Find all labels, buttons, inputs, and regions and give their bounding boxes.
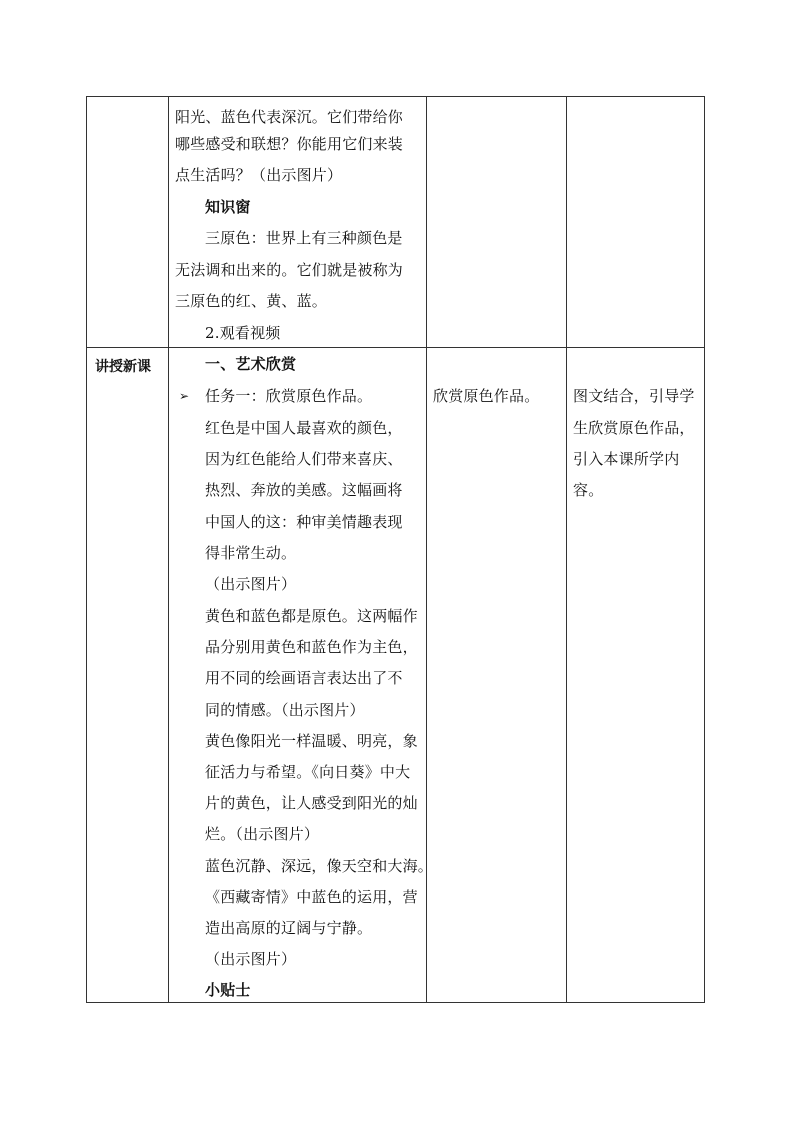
stage-label: 讲授新课 xyxy=(95,359,151,375)
paragraph-line: 造出高原的辽阔与宁静。 xyxy=(205,919,373,937)
paragraph-line: 阳光、蓝色代表深沉。它们带给你 xyxy=(175,108,404,126)
paragraph-line: 黄色像阳光一样温暖、明亮，象 xyxy=(205,732,418,750)
intent-line: 图文结合，引导学 xyxy=(573,387,695,405)
tips-title: 小贴士 xyxy=(205,981,251,999)
paragraph-line: 得非常生动。 xyxy=(205,544,297,562)
task-title: 任务一：欣赏原色作品。 xyxy=(205,387,373,405)
section-title: 一、艺术欣赏 xyxy=(205,355,297,373)
intent-line: 引入本课所学内 xyxy=(573,450,680,468)
table-row xyxy=(87,348,705,1003)
design-intent-cell-empty xyxy=(567,97,705,348)
paragraph-line: 三原色：世界上有三种颜色是 xyxy=(205,229,403,247)
paragraph-line: 片的黄色，让人感受到阳光的灿 xyxy=(205,794,418,812)
paragraph-line: （出示图片） xyxy=(205,575,297,593)
paragraph-line: 哪些感受和联想？你能用它们来装 xyxy=(175,135,404,153)
intent-line: 生欣赏原色作品， xyxy=(573,419,695,437)
paragraph-line: 《西藏寄情》中蓝色的运用，营 xyxy=(205,888,418,906)
student-activity-cell xyxy=(427,348,567,1003)
paragraph-line: （出示图片） xyxy=(205,950,297,968)
paragraph-line: 品分别用黄色和蓝色作为主色， xyxy=(205,638,418,656)
paragraph-line: 蓝色沉静、深远，像天空和大海。 xyxy=(205,857,434,875)
design-intent-cell xyxy=(567,348,705,1003)
student-activity-text: 欣赏原色作品。 xyxy=(433,387,540,405)
paragraph-line: 中国人的这：种审美情趣表现 xyxy=(205,513,403,531)
paragraph-line: 黄色和蓝色都是原色。这两幅作 xyxy=(205,607,418,625)
paragraph-line: 热烈、奔放的美感。这幅画将 xyxy=(205,481,403,499)
stage-cell-empty xyxy=(87,97,169,348)
paragraph-line: 同的情感。（出示图片） xyxy=(205,701,365,719)
paragraph-line: 无法调和出来的。它们就是被称为 xyxy=(175,261,404,279)
student-activity-cell-empty xyxy=(427,97,567,348)
lesson-plan-table xyxy=(86,96,705,1003)
paragraph-line: 烂。（出示图片） xyxy=(205,825,320,843)
paragraph-line: 点生活吗？（出示图片） xyxy=(175,166,343,184)
table-row xyxy=(87,97,705,348)
paragraph-line: 用不同的绘画语言表达出了不 xyxy=(205,669,403,687)
video-step: 2.观看视频 xyxy=(205,324,281,342)
teacher-activity-cell xyxy=(169,97,427,348)
paragraph-line: 红色是中国人最喜欢的颜色， xyxy=(205,419,403,437)
arrow-bullet-icon: ➢ xyxy=(179,389,190,403)
paragraph-line: 三原色的红、黄、蓝。 xyxy=(175,292,328,310)
stage-cell xyxy=(87,348,169,1003)
intent-line: 容。 xyxy=(573,481,604,499)
paragraph-line: 征活力与希望。《向日葵》中大 xyxy=(205,763,411,781)
paragraph-line: 因为红色能给人们带来喜庆、 xyxy=(205,450,403,468)
knowledge-window-title: 知识窗 xyxy=(205,198,251,216)
teacher-activity-cell xyxy=(169,348,434,1003)
